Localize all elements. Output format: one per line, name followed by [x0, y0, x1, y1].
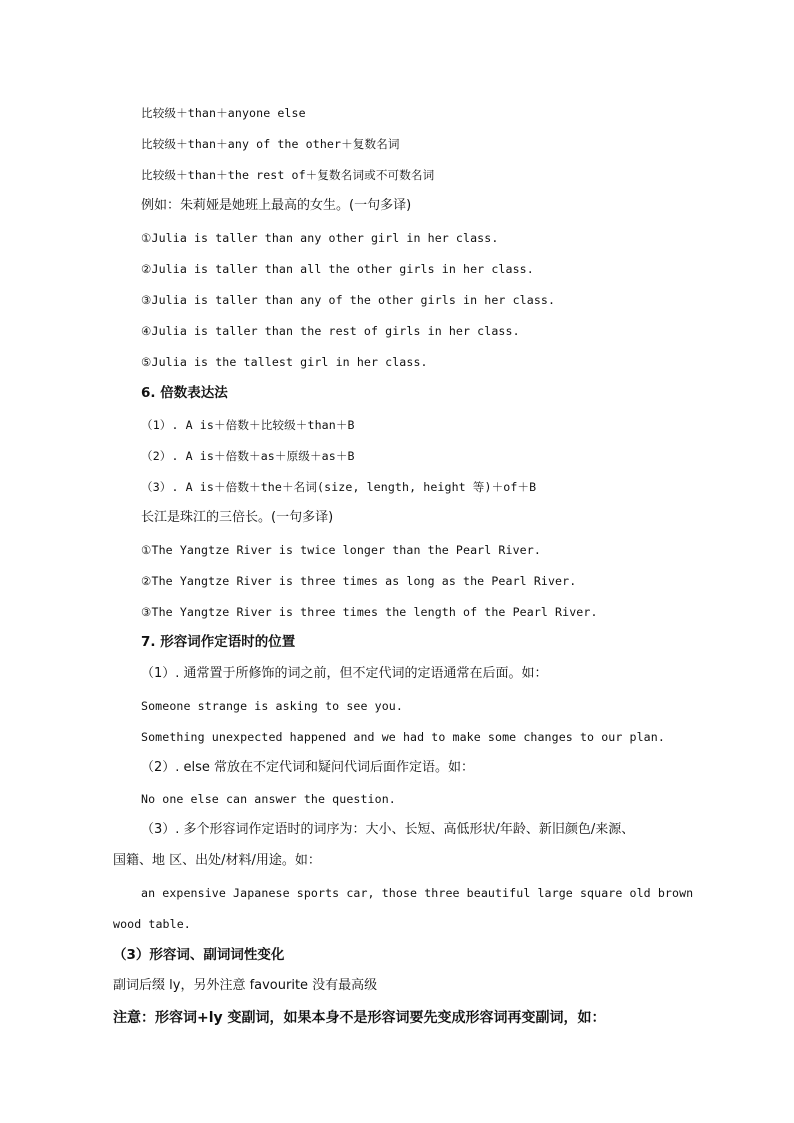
- example-intro: 例如：朱莉娅是她班上最高的女生。(一句多译): [141, 198, 412, 213]
- multiples-example-intro: 长江是珠江的三倍长。(一句多译): [141, 510, 334, 525]
- position-example-4: an expensive Japanese sports car, those three beautiful large square old brown: [141, 886, 694, 900]
- position-rule-1: （1）. 通常置于所修饰的词之前，但不定代词的定语通常在后面。如：: [141, 666, 548, 681]
- position-rule-2: （2）. else 常放在不定代词和疑问代词后面作定语。如：: [141, 760, 475, 775]
- section-heading-word-class-change: （3）形容词、副词词性变化: [113, 947, 285, 963]
- comparative-pattern-1: 比较级＋than＋anyone else: [141, 106, 306, 120]
- multiples-sentence-3: ③The Yangtze River is three times the length of the Pearl River.: [141, 605, 598, 619]
- section-heading-multiples: 6. 倍数表达法: [141, 385, 228, 401]
- example-sentence-1: ①Julia is taller than any other girl in her class.: [141, 231, 499, 245]
- multiples-sentence-1: ①The Yangtze River is twice longer than the Pearl River.: [141, 543, 541, 557]
- multiples-sentence-2: ②The Yangtze River is three times as long as the Pearl River.: [141, 574, 577, 588]
- example-sentence-5: ⑤Julia is the tallest girl in her class.: [141, 355, 428, 369]
- position-example-3: No one else can answer the question.: [141, 792, 396, 806]
- attention-note: 注意：形容词+ly 变副词，如果本身不是形容词要先变成形容词再变副词，如：: [113, 1010, 606, 1026]
- example-sentence-2: ②Julia is taller than all the other girls in her class.: [141, 262, 534, 276]
- example-sentence-3: ③Julia is taller than any of the other girls in her class.: [141, 293, 556, 307]
- position-example-1: Someone strange is asking to see you.: [141, 699, 403, 713]
- section-heading-adjective-position: 7. 形容词作定语时的位置: [141, 634, 296, 650]
- position-rule-3-continued: 国籍、地 区、出处/材料/用途。如：: [113, 853, 321, 868]
- multiples-pattern-3: （3）. A is＋倍数＋the＋名词(size, length, height 等)＋of＋B: [141, 480, 537, 494]
- comparative-pattern-3: 比较级＋than＋the rest of＋复数名词或不可数名词: [141, 168, 435, 182]
- example-sentence-4: ④Julia is taller than the rest of girls in her class.: [141, 324, 520, 338]
- multiples-pattern-1: （1）. A is＋倍数＋比较级＋than＋B: [141, 418, 355, 432]
- position-rule-3: （3）. 多个形容词作定语时的词序为：大小、长短、高低形状/年龄、新旧颜色/来源、: [141, 822, 635, 837]
- position-example-4-continued: wood table.: [113, 917, 191, 931]
- position-example-2: Something unexpected happened and we had to make some changes to our plan.: [141, 730, 665, 744]
- multiples-pattern-2: （2）. A is＋倍数＋as＋原级＋as＋B: [141, 449, 355, 463]
- adverb-suffix-note: 副词后缀 ly，另外注意 favourite 没有最高级: [113, 978, 378, 993]
- comparative-pattern-2: 比较级＋than＋any of the other＋复数名词: [141, 137, 400, 151]
